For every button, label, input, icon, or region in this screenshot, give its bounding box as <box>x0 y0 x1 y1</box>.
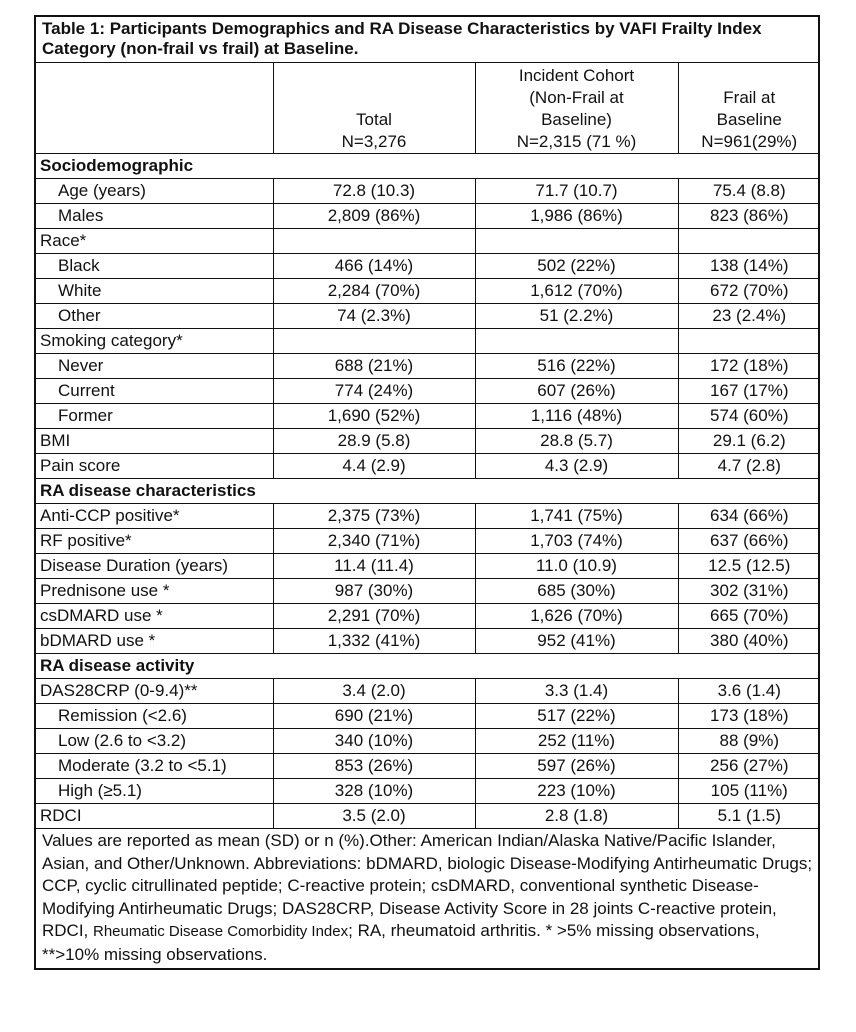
column-header-frail <box>678 63 820 154</box>
table-row <box>36 779 820 804</box>
cell-frail: 4.7 (2.8) <box>678 454 820 479</box>
row-label: bDMARD use * <box>36 629 273 654</box>
cell-frail: 380 (40%) <box>678 629 820 654</box>
cell-total: 3.4 (2.0) <box>273 679 475 704</box>
column-header-row <box>36 63 820 154</box>
cell-frail <box>678 329 820 354</box>
row-label: DAS28CRP (0-9.4)** <box>36 679 273 704</box>
cell-incident-cohort: 252 (11%) <box>475 729 678 754</box>
cell-incident-cohort: 4.3 (2.9) <box>475 454 678 479</box>
footnote-text-end: ; RA, rheumatoid arthritis. * >5% missing observations, **>10% missing observations. <box>42 921 760 964</box>
section-heading: RA disease characteristics <box>36 479 820 504</box>
table-row <box>36 354 820 379</box>
table-row <box>36 229 820 254</box>
cell-frail: 105 (11%) <box>678 779 820 804</box>
cell-total: 340 (10%) <box>273 729 475 754</box>
row-label: RDCI <box>36 804 273 829</box>
table-row <box>36 729 820 754</box>
table-row <box>36 179 820 204</box>
cell-incident-cohort: 3.3 (1.4) <box>475 679 678 704</box>
row-label: Pain score <box>36 454 273 479</box>
cell-frail: 88 (9%) <box>678 729 820 754</box>
table-row <box>36 379 820 404</box>
header-incident-line3: Baseline) <box>541 110 612 129</box>
row-label: Race* <box>36 229 273 254</box>
header-frail-line2: Baseline <box>716 110 782 129</box>
table-row <box>36 304 820 329</box>
cell-incident-cohort: 1,626 (70%) <box>475 604 678 629</box>
table-row <box>36 529 820 554</box>
cell-frail: 302 (31%) <box>678 579 820 604</box>
cell-total: 74 (2.3%) <box>273 304 475 329</box>
table-row <box>36 554 820 579</box>
cell-total: 688 (21%) <box>273 354 475 379</box>
row-label: csDMARD use * <box>36 604 273 629</box>
row-label: White <box>36 279 273 304</box>
column-header-variable <box>36 63 273 154</box>
cell-total: 690 (21%) <box>273 704 475 729</box>
section-heading: RA disease activity <box>36 654 820 679</box>
cell-frail: 5.1 (1.5) <box>678 804 820 829</box>
cell-total: 466 (14%) <box>273 254 475 279</box>
header-incident-line2: (Non-Frail at <box>529 88 624 107</box>
table-footnote <box>36 829 820 969</box>
table-row <box>36 404 820 429</box>
cell-frail: 665 (70%) <box>678 604 820 629</box>
footnote-text: Values are reported as mean (SD) or n (%).Other: American Indian/Alaska Native/Pacific Islander, Asian, and Other/Unknown. Abbreviations: bDMARD, biologic Disease-Modifying Antirheumatic Drugs; CCP, cyclic citrullinated peptide; C-reactive protein; csDMARD, conventional synthetic Disease-Modifying Antirheumatic Drugs; DAS28CRP, Disease Activity Score in 28 joints C-reactive protein, RDCI, <box>42 831 813 940</box>
header-total-label: Total <box>356 110 392 129</box>
table-row <box>36 454 820 479</box>
header-incident-line1: Incident Cohort <box>518 66 635 85</box>
cell-total: 2,375 (73%) <box>273 504 475 529</box>
row-label: Current <box>36 379 273 404</box>
table-row <box>36 804 820 829</box>
cell-total: 28.9 (5.8) <box>273 429 475 454</box>
cell-total: 2,809 (86%) <box>273 204 475 229</box>
cell-total: 2,291 (70%) <box>273 604 475 629</box>
header-frail-n: N=961(29%) <box>701 132 798 151</box>
cell-incident-cohort: 1,703 (74%) <box>475 529 678 554</box>
row-label: Age (years) <box>36 179 273 204</box>
row-label: Disease Duration (years) <box>36 554 273 579</box>
row-label: Prednisone use * <box>36 579 273 604</box>
cell-incident-cohort: 2.8 (1.8) <box>475 804 678 829</box>
table-row <box>36 254 820 279</box>
section-heading-row <box>36 654 820 679</box>
cell-total <box>273 229 475 254</box>
row-label: Black <box>36 254 273 279</box>
cell-total: 2,340 (71%) <box>273 529 475 554</box>
cell-incident-cohort: 1,116 (48%) <box>475 404 678 429</box>
cell-incident-cohort: 685 (30%) <box>475 579 678 604</box>
cell-total: 853 (26%) <box>273 754 475 779</box>
table-row <box>36 679 820 704</box>
cell-incident-cohort: 502 (22%) <box>475 254 678 279</box>
table-row <box>36 754 820 779</box>
header-frail-line1: Frail at <box>723 88 776 107</box>
cell-total: 1,690 (52%) <box>273 404 475 429</box>
cell-incident-cohort: 1,741 (75%) <box>475 504 678 529</box>
table-title: Table 1: Participants Demographics and RA Disease Characteristics by VAFI Frailty Index Category (non-frail vs frail) at Baseline. <box>36 17 820 63</box>
cell-total: 1,332 (41%) <box>273 629 475 654</box>
footnote-rdci-definition: Rheumatic Disease Comorbidity Index <box>93 923 349 940</box>
cell-frail: 75.4 (8.8) <box>678 179 820 204</box>
cell-incident-cohort: 223 (10%) <box>475 779 678 804</box>
cell-frail: 23 (2.4%) <box>678 304 820 329</box>
cell-frail: 29.1 (6.2) <box>678 429 820 454</box>
table-row <box>36 204 820 229</box>
row-label: Smoking category* <box>36 329 273 354</box>
row-label: Remission (<2.6) <box>36 704 273 729</box>
row-label: Other <box>36 304 273 329</box>
cell-frail: 12.5 (12.5) <box>678 554 820 579</box>
cell-frail <box>678 229 820 254</box>
row-label: Anti-CCP positive* <box>36 504 273 529</box>
row-label: Former <box>36 404 273 429</box>
table-row <box>36 279 820 304</box>
cell-frail: 167 (17%) <box>678 379 820 404</box>
cell-total <box>273 329 475 354</box>
header-incident-n: N=2,315 (71 %) <box>516 132 637 151</box>
cell-frail: 173 (18%) <box>678 704 820 729</box>
section-heading: Sociodemographic <box>36 154 820 179</box>
row-label: Never <box>36 354 273 379</box>
row-label: Males <box>36 204 273 229</box>
table-row <box>36 629 820 654</box>
column-header-incident-cohort <box>475 63 678 154</box>
cell-incident-cohort: 516 (22%) <box>475 354 678 379</box>
cell-incident-cohort: 952 (41%) <box>475 629 678 654</box>
cell-incident-cohort: 1,986 (86%) <box>475 204 678 229</box>
cell-frail: 823 (86%) <box>678 204 820 229</box>
cell-incident-cohort: 28.8 (5.7) <box>475 429 678 454</box>
cell-total: 987 (30%) <box>273 579 475 604</box>
table-body <box>36 154 820 829</box>
cell-incident-cohort: 607 (26%) <box>475 379 678 404</box>
cell-total: 3.5 (2.0) <box>273 804 475 829</box>
cell-total: 11.4 (11.4) <box>273 554 475 579</box>
header-total-n: N=3,276 <box>341 132 407 151</box>
cell-incident-cohort: 597 (26%) <box>475 754 678 779</box>
cell-frail: 634 (66%) <box>678 504 820 529</box>
table-row <box>36 704 820 729</box>
table-row <box>36 579 820 604</box>
table-row <box>36 329 820 354</box>
row-label: High (≥5.1) <box>36 779 273 804</box>
row-label: Moderate (3.2 to <5.1) <box>36 754 273 779</box>
cell-total: 4.4 (2.9) <box>273 454 475 479</box>
row-label: Low (2.6 to <3.2) <box>36 729 273 754</box>
cell-incident-cohort: 11.0 (10.9) <box>475 554 678 579</box>
cell-frail: 672 (70%) <box>678 279 820 304</box>
cell-frail: 637 (66%) <box>678 529 820 554</box>
cell-total: 328 (10%) <box>273 779 475 804</box>
section-heading-row <box>36 154 820 179</box>
cell-incident-cohort <box>475 229 678 254</box>
table-row <box>36 504 820 529</box>
demographics-table <box>36 17 820 968</box>
cell-incident-cohort: 517 (22%) <box>475 704 678 729</box>
cell-frail: 3.6 (1.4) <box>678 679 820 704</box>
cell-total: 774 (24%) <box>273 379 475 404</box>
cell-frail: 172 (18%) <box>678 354 820 379</box>
column-header-total <box>273 63 475 154</box>
table-row <box>36 604 820 629</box>
cell-incident-cohort: 51 (2.2%) <box>475 304 678 329</box>
cell-incident-cohort: 71.7 (10.7) <box>475 179 678 204</box>
cell-frail: 256 (27%) <box>678 754 820 779</box>
cell-total: 72.8 (10.3) <box>273 179 475 204</box>
section-heading-row <box>36 479 820 504</box>
cell-incident-cohort <box>475 329 678 354</box>
cell-frail: 138 (14%) <box>678 254 820 279</box>
cell-total: 2,284 (70%) <box>273 279 475 304</box>
row-label: RF positive* <box>36 529 273 554</box>
demographics-table-container <box>34 15 820 970</box>
cell-frail: 574 (60%) <box>678 404 820 429</box>
row-label: BMI <box>36 429 273 454</box>
table-row <box>36 429 820 454</box>
cell-incident-cohort: 1,612 (70%) <box>475 279 678 304</box>
